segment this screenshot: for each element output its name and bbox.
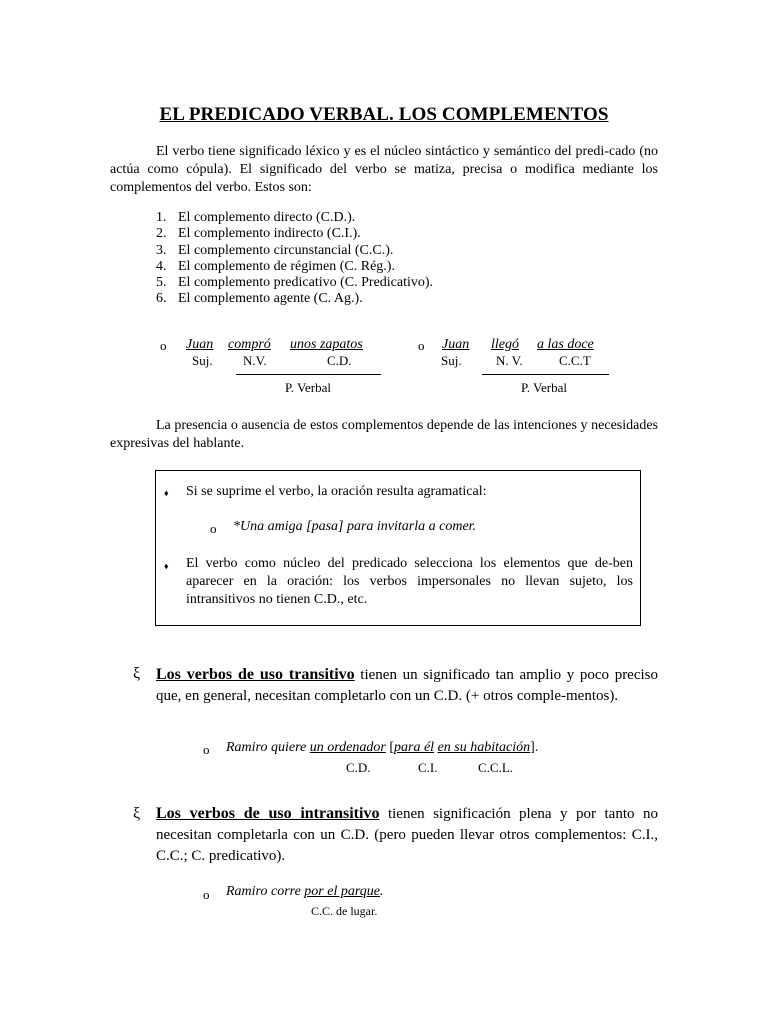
ex2-group-line [482, 374, 609, 375]
complement-number: 4. [156, 258, 167, 274]
ex1-word-object: unos zapatos [290, 337, 363, 352]
ex1-label-object: C.D. [327, 353, 352, 368]
transitive-label-cd: C.D. [346, 760, 371, 775]
complement-number: 2. [156, 226, 167, 242]
complement-text: El complemento agente (C. Ag.). [178, 291, 363, 307]
box-example [233, 519, 476, 535]
bullet-o: o [210, 521, 217, 536]
complements-list [156, 210, 433, 308]
transitive-ex-bracket-open: [ [385, 740, 394, 755]
complement-text: El complemento directo (C.D.). [178, 210, 356, 225]
ex2-word-subject: Juan [442, 337, 470, 352]
complement-number: 6. [156, 291, 167, 307]
intransitive-text: tienen significación plena y por tanto no necesitan completarla con un C.D. (pero pueden llevar otros complementos: C.I., C.C.; C. predicativo). [156, 806, 659, 864]
ex2-word-verb: llegó [491, 337, 519, 352]
complement-number: 1. [156, 210, 167, 225]
complement-item [156, 259, 433, 275]
transitive-paragraph [156, 664, 658, 707]
transitive-ex-a: Ramiro quiere [226, 740, 310, 755]
intransitive-heading: Los verbos de uso intransitivo [156, 805, 380, 822]
transitive-text: tienen un significado tan amplio y poco preciso que, en general, necesitan completarlo con un C.D. (+ otros comple-mentos). [156, 667, 659, 704]
complement-item [156, 226, 433, 242]
transitive-example [226, 740, 538, 756]
intransitive-example [226, 884, 384, 900]
ex1-label-subject: Suj. [192, 353, 213, 368]
complement-number: 3. [156, 242, 167, 258]
transitive-ex-ci: para él [394, 740, 435, 755]
bullet-o: o [418, 338, 425, 353]
ex1-word-subject: Juan [186, 337, 214, 352]
complement-item [156, 210, 433, 226]
transitive-label-ci: C.I. [418, 760, 438, 775]
box-example-post: ] para invitarla a comer. [338, 519, 477, 534]
box-item-2: El verbo como núcleo del predicado selecciona los elementos que de-ben aparecer en la oración: los verbos impersonales no llevan sujeto, los intransitivos no tienen C.D., etc. [186, 556, 633, 607]
intransitive-ex-ccl: por el parque [304, 884, 380, 899]
complement-text: El complemento predicativo (C. Predicativo). [178, 275, 434, 291]
complement-text: El complemento circunstancial (C.C.). [178, 242, 394, 258]
box-example-verb: pasa [311, 519, 339, 534]
xi-bullet-icon: ξ [133, 665, 141, 682]
diamond-bullet-icon: ♦ [164, 561, 169, 571]
transitive-label-ccl: C.C.L. [478, 760, 514, 775]
complement-text: El complemento indirecto (C.I.). [178, 226, 361, 242]
ex2-group-label: P. Verbal [521, 380, 567, 395]
complement-item [156, 275, 433, 291]
complement-item [156, 243, 433, 259]
intransitive-ex-period: . [380, 884, 384, 899]
complement-item [156, 291, 433, 307]
box-item-1: Si se suprime el verbo, la oración resulta agramatical: [186, 484, 487, 499]
intransitive-label: C.C. de lugar. [311, 904, 378, 918]
intro-paragraph: El verbo tiene significado léxico y es el núcleo sintáctico y semántico del predi-cado (no actúa como cópula). El significado del verbo se matiza, precisa o modifica mediante los complementos del verbo. Estos son: [110, 144, 658, 195]
box-example-pre: *Una amiga [ [233, 519, 312, 534]
diamond-bullet-icon: ♦ [164, 488, 169, 498]
ex2-label-subject: Suj. [441, 353, 462, 368]
bullet-o: o [203, 887, 210, 902]
transitive-ex-bracket-close: ]. [530, 740, 539, 755]
page-title: EL PREDICADO VERBAL. LOS COMPLEMENTOS [159, 104, 609, 125]
bullet-o: o [160, 338, 167, 353]
ex1-label-verb: N.V. [243, 353, 267, 368]
transitive-heading: Los verbos de uso transitivo [156, 666, 355, 683]
ex2-word-adjunct: a las doce [537, 337, 594, 352]
bullet-o: o [203, 742, 210, 757]
intransitive-paragraph [156, 803, 658, 867]
ex1-group-line [236, 374, 381, 375]
ex1-group-label: P. Verbal [285, 380, 331, 395]
xi-bullet-icon: ξ [133, 805, 141, 822]
ex1-word-verb: compró [228, 337, 271, 352]
presence-paragraph: La presencia o ausencia de estos complementos depende de las intenciones y necesidades expresivas del hablante. [110, 418, 658, 451]
complement-text: El complemento de régimen (C. Rég.). [178, 258, 395, 274]
intransitive-ex-a: Ramiro corre [226, 884, 305, 899]
ex2-label-verb: N. V. [496, 353, 523, 368]
ex2-label-adjunct: C.C.T [559, 353, 591, 368]
transitive-ex-ccl: en su habitación [437, 740, 531, 755]
transitive-ex-cd: un ordenador [309, 740, 386, 755]
complement-number: 5. [156, 275, 167, 291]
